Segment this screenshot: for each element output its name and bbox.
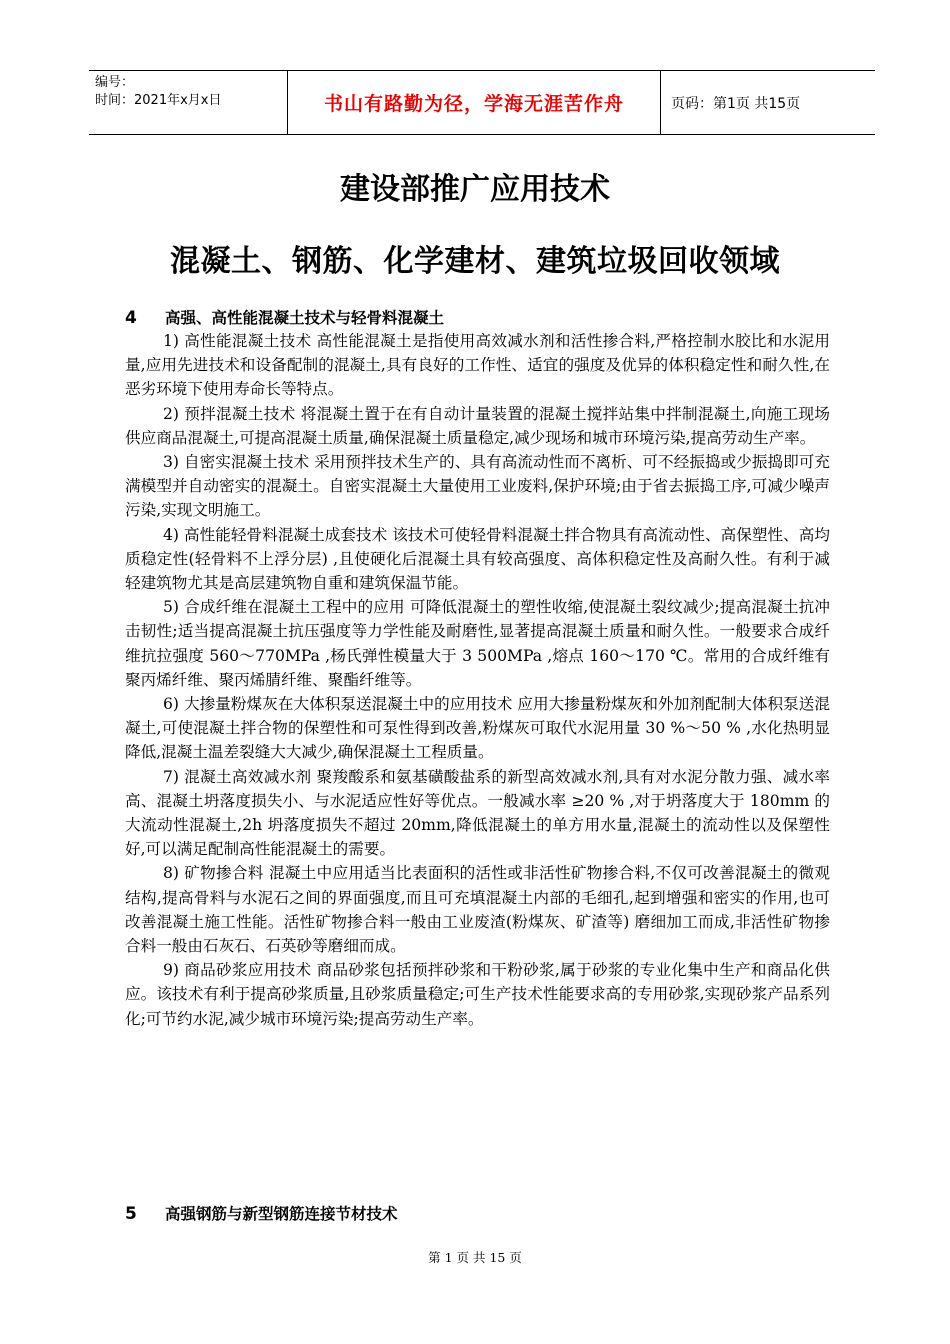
paragraph-5: 5) 合成纤维在混凝土工程中的应用 可降低混凝土的塑性收缩,使混凝土裂纹减少;提高混凝土抗冲击韧性;适当提高混凝土抗压强度等力学性能及耐磨性,显著提高混凝土质量和耐久性。一般要求合成纤维抗拉强度 560～770MPa ,杨氏弹性模量大于 3 500MPa ,熔点 160～170 ℃。常用的合成纤维有聚丙烯纤维、聚丙烯腈纤维、聚酯纤维等。 [125, 598, 830, 689]
section-4-heading [125, 306, 444, 328]
page-footer: 第 1 页 共 15 页 [428, 1250, 522, 1265]
paragraph-9: 9) 商品砂浆应用技术 商品砂浆包括预拌砂浆和干粉砂浆,属于砂浆的专业化集中生产和商品化供应。该技术有利于提高砂浆质量,且砂浆质量稳定;可生产技术性能要求高的专用砂浆,实现砂浆产品系列化;可节约水泥,减少城市环境污染;提高劳动生产率。 [125, 961, 830, 1028]
header-table [89, 70, 875, 135]
main-title: 建设部推广应用技术 [340, 172, 610, 207]
paragraph-7: 7) 混凝土高效减水剂 聚羧酸系和氨基磺酸盐系的新型高效减水剂,具有对水泥分散力强、减水率高、混凝土坍落度损失小、与水泥适应性好等优点。一般减水率 ≥20 % ,对于坍落度大于 180mm 的大流动性混凝土,2h 坍落度损失不超过 20mm,降低混凝土的单方用水量,混凝土的流动性以及保塑性好,可以满足配制高性能混凝土的需要。 [125, 767, 830, 859]
paragraph-1: 1) 高性能混凝土技术 高性能混凝土是指使用高效减水剂和活性掺合料,严格控制水胶比和水泥用量,应用先进技术和设备配制的混凝土,具有良好的工作性、适宜的强度及优异的体积稳定性和耐久性,在恶劣环境下使用寿命长等特点。 [125, 332, 830, 399]
section-5-heading [125, 1202, 398, 1224]
time-label: 时间：2021年x月x日 [95, 93, 222, 108]
section-number: 4 [125, 308, 137, 328]
header-left-cell [89, 71, 287, 134]
header-motto-cell [287, 71, 661, 134]
paragraph-3: 3) 自密实混凝土技术 采用预拌技术生产的、具有高流动性而不离析、可不经振捣或少振捣即可充满模型并自动密实的混凝土。自密实混凝土大量使用工业废料,保护环境;由于省去振捣工序,可减少噪声污染,实现文明施工。 [125, 453, 830, 520]
section-title: 高强钢筋与新型钢筋连接节材技术 [165, 1205, 398, 1223]
header-page-cell [661, 71, 875, 134]
number-label: 编号： [95, 75, 135, 90]
motto-text: 书山有路勤为径，学海无涯苦作舟 [323, 93, 624, 115]
body-text [125, 329, 830, 1031]
section-number: 5 [125, 1204, 137, 1224]
page-info: 页码：第1页 共15页 [671, 95, 801, 112]
sub-title: 混凝土、钢筋、化学建材、建筑垃圾回收领域 [170, 244, 780, 279]
paragraph-8: 8) 矿物掺合料 混凝土中应用适当比表面积的活性或非活性矿物掺合料,不仅可改善混凝土的微观结构,提高骨料与水泥石之间的界面强度,而且可充填混凝土内部的毛细孔,起到增强和密实的作用,也可改善混凝土施工性能。活性矿物掺合料一般由工业废渣(粉煤灰、矿渣等) 磨细加工而成,非活性矿物掺合料一般由石灰石、石英砂等磨细而成。 [125, 864, 830, 956]
paragraph-2: 2) 预拌混凝土技术 将混凝土置于在有自动计量装置的混凝土搅拌站集中拌制混凝土,向施工现场供应商品混凝土,可提高混凝土质量,确保混凝土质量稳定,减少现场和城市环境污染,提高劳动生产率。 [125, 404, 830, 447]
paragraph-4: 4) 高性能轻骨料混凝土成套技术 该技术可使轻骨料混凝土拌合物具有高流动性、高保塑性、高均质稳定性(轻骨料不上浮分层) ,且使硬化后混凝土具有较高强度、高体积稳定性及高耐久性。有利于减轻建筑物尤其是高层建筑物自重和建筑保温节能。 [125, 525, 830, 593]
section-title: 高强、高性能混凝土技术与轻骨料混凝土 [165, 309, 445, 327]
paragraph-6: 6) 大掺量粉煤灰在大体积泵送混凝土中的应用技术 应用大掺量粉煤灰和外加剂配制大体积泵送混凝土,可使混凝土拌合物的保塑性和可泵性得到改善,粉煤灰可取代水泥用量 30 %～50 % ,水化热明显降低,混凝土温差裂缝大大减少,确保混凝土工程质量。 [125, 695, 830, 762]
